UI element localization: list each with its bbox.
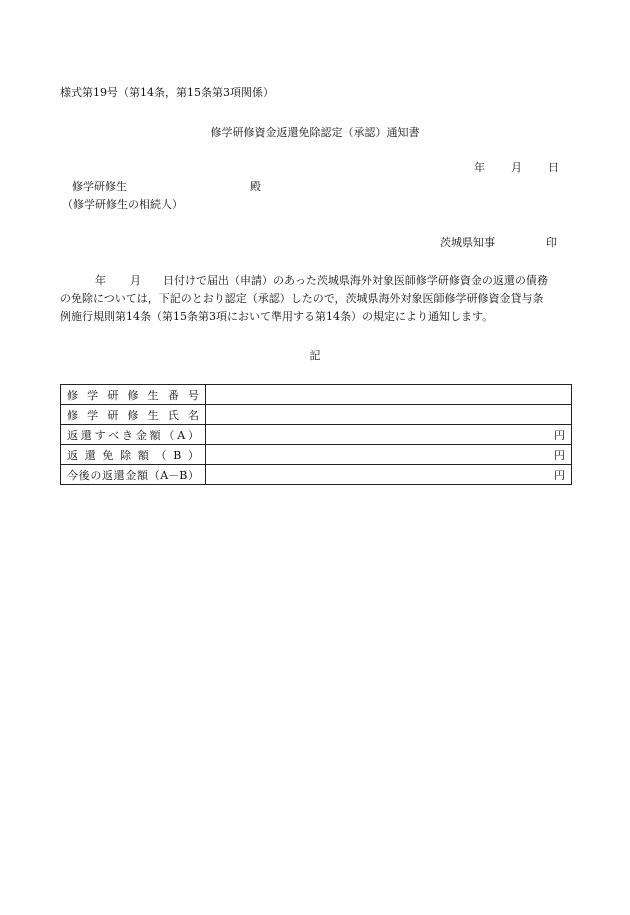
table-row <box>61 425 572 445</box>
row-value <box>206 405 572 425</box>
row-value: 円 <box>206 425 572 445</box>
table-row <box>61 465 572 485</box>
form-number: 様式第19号（第14条，第15条第3項関係） <box>60 86 274 99</box>
row-value <box>206 385 572 405</box>
details-table <box>60 384 572 485</box>
row-label: 修学研修生番号 <box>61 385 206 405</box>
date-line <box>474 161 559 175</box>
row-label: 返還すべき金額（A） <box>61 425 206 445</box>
row-value: 円 <box>206 465 572 485</box>
date-day: 日 <box>548 161 559 174</box>
date-year: 年 <box>474 161 485 174</box>
table-row <box>61 405 572 425</box>
notice-body <box>60 272 575 326</box>
table-row <box>61 445 572 465</box>
issuer-seal: 印 <box>546 236 557 249</box>
addressee-honorific: 殿 <box>250 180 261 193</box>
addressee-line <box>72 180 261 194</box>
body-year: 年 <box>95 274 106 287</box>
body-line-1 <box>60 272 575 290</box>
row-label: 返還免除額（B） <box>61 445 206 465</box>
row-label: 修学研修生氏名 <box>61 405 206 425</box>
issuer-name: 茨城県知事 <box>440 236 495 249</box>
body-line-3: 例施行規則第14条（第15条第3項において準用する第14条）の規定により通知します。 <box>60 310 494 323</box>
date-month: 月 <box>511 161 522 174</box>
row-label: 今後の返還金額（A－B） <box>61 465 206 485</box>
ki-heading: 記 <box>309 349 321 362</box>
addressee-heir: （修学研修生の相続人） <box>62 198 183 211</box>
document-title: 修学研修資金返還免除認定（承認）通知書 <box>210 126 420 139</box>
body-month: 月 <box>130 274 141 287</box>
body-line-1-text: 日付けで届出（申請）のあった茨城県海外対象医師修学研修資金の返還の債務 <box>163 274 548 287</box>
issuer-line <box>440 236 557 250</box>
row-value: 円 <box>206 445 572 465</box>
addressee-name: 修学研修生 <box>72 180 127 193</box>
body-line-2: の免除については，下記のとおり認定（承認）したので，茨城県海外対象医師修学研修資金貸与条 <box>60 292 544 305</box>
table-row <box>61 385 572 405</box>
